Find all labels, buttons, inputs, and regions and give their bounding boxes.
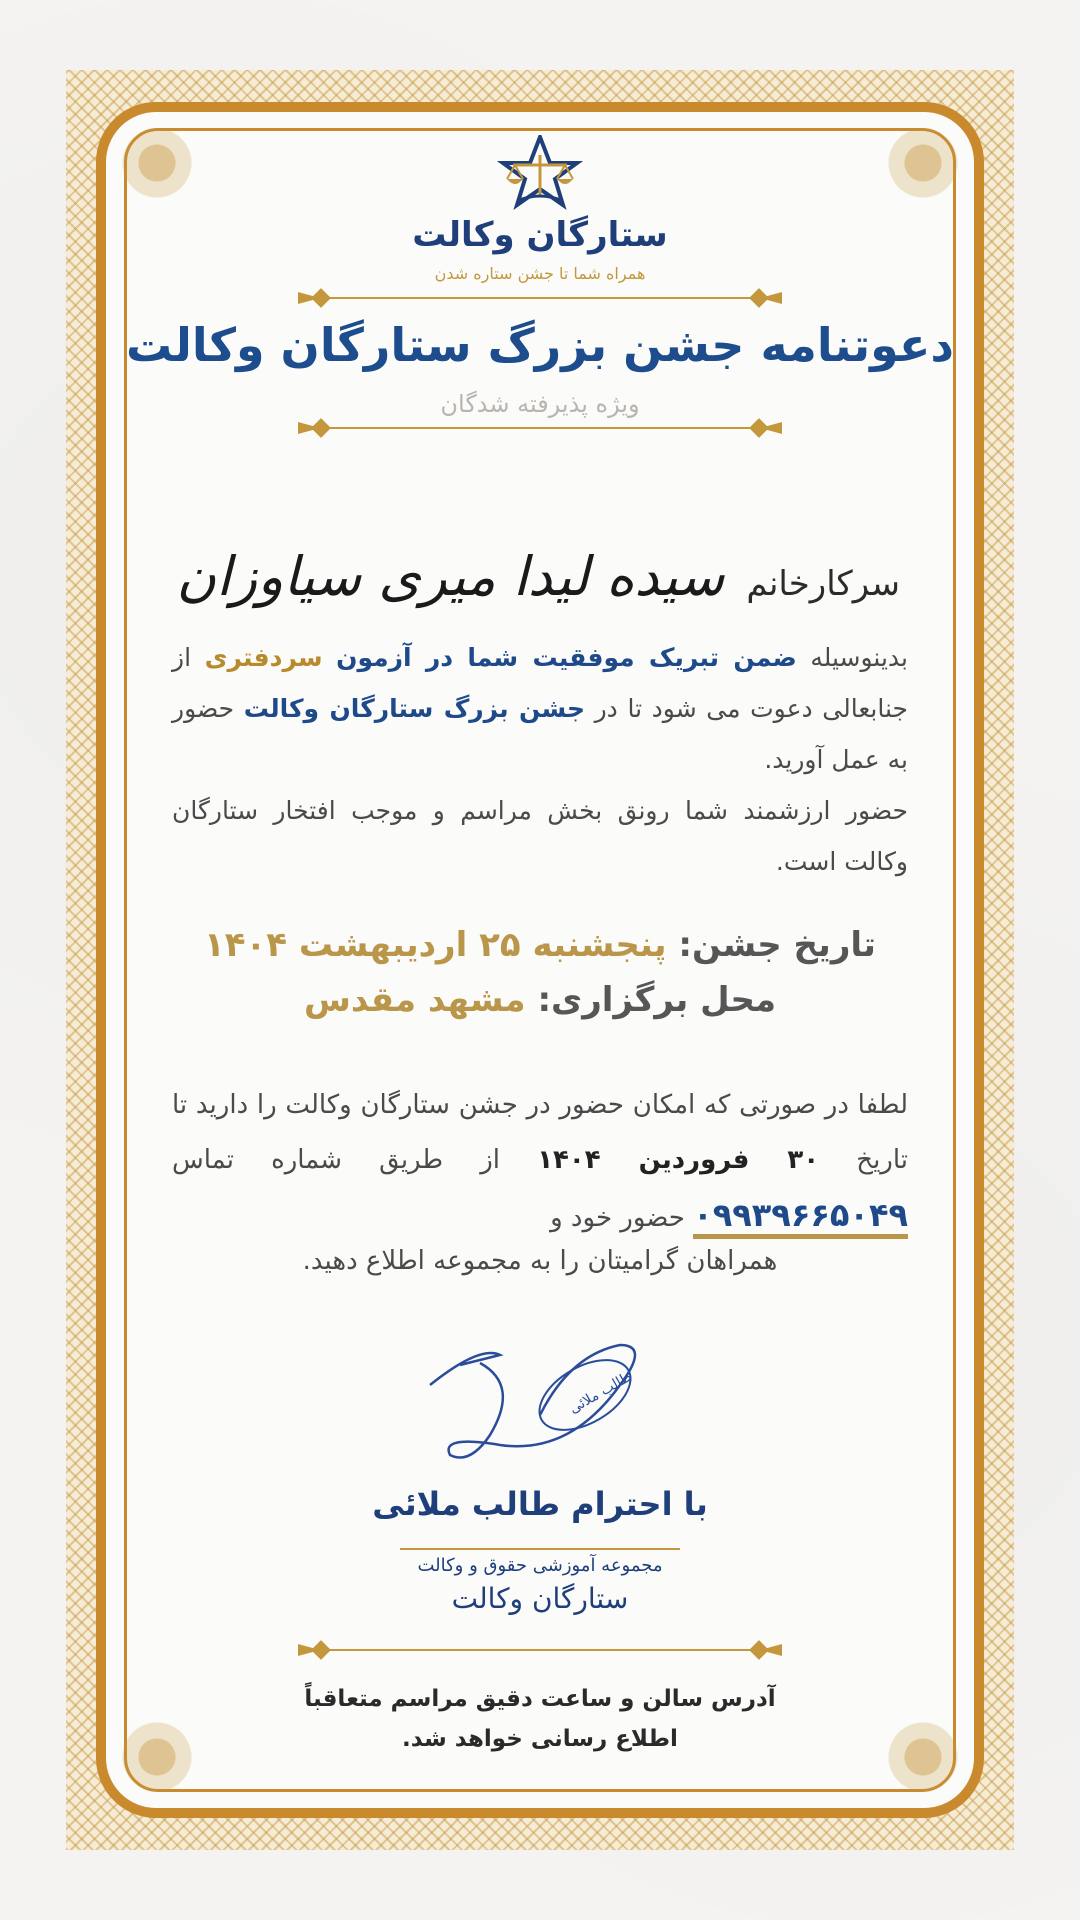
- rsvp-deadline: ۳۰ فروردین ۱۴۰۴: [537, 1145, 820, 1175]
- organization-description: مجموعه آموزشی حقوق و وکالت: [417, 1555, 663, 1576]
- rsvp-text: لطفا در صورتی که امکان حضور در جشن ستارگان وکالت را دارید تا تاریخ: [172, 1090, 909, 1175]
- ornamental-divider: [290, 418, 790, 438]
- signature-rule: [400, 1548, 680, 1550]
- rsvp-text: از طریق شماره تماس: [172, 1145, 501, 1175]
- footer-note-line1: آدرس سالن و ساعت دقیق مراسم متعاقباً: [304, 1686, 776, 1712]
- invitation-paragraph: [172, 632, 908, 785]
- date-value: پنجشنبه ۲۵ اردیبهشت ۱۴۰۴: [204, 925, 667, 965]
- congrats-text: ضمن تبریک موفقیت شما در آزمون: [336, 643, 797, 672]
- signature-stamp-text: طالب ملائی: [566, 1368, 635, 1418]
- footer-note-line2: اطلاع رسانی خواهد شد.: [402, 1726, 678, 1752]
- recipient-name: سیده لیدا میری سیاوزان: [176, 545, 725, 608]
- contact-phone[interactable]: ۰۹۹۳۹۶۶۵۰۴۹: [693, 1196, 908, 1239]
- invitation-subtitle: ویژه پذیرفته شدگان: [440, 390, 640, 418]
- exam-name: سردفتری: [204, 643, 323, 672]
- invitation-title: دعوتنامه جشن بزرگ ستارگان وکالت: [125, 318, 955, 372]
- star-scales-logo-icon: [495, 135, 585, 210]
- handwritten-signature: [420, 1325, 660, 1475]
- venue-value: مشهد مقدس: [303, 980, 526, 1020]
- body-text: از جنابعالی دعوت می شود تا در: [172, 643, 908, 723]
- date-label: تاریخ جشن:: [678, 925, 876, 965]
- event-name: جشن بزرگ ستارگان وکالت: [243, 694, 585, 723]
- rsvp-text: حضور خود و: [550, 1203, 685, 1233]
- event-venue: [0, 980, 1080, 1020]
- organization-name: ستارگان وکالت: [451, 1582, 629, 1615]
- body-text: حضور به عمل آورید.: [172, 694, 908, 774]
- brand-name: ستارگان وکالت: [412, 215, 668, 255]
- salutation: سرکارخانم: [746, 564, 900, 604]
- ornamental-divider: [290, 1640, 790, 1660]
- rsvp-closing: همراهان گرامیتان را به مجموعه اطلاع دهید.: [302, 1246, 778, 1276]
- body-text: بدینوسیله: [810, 643, 908, 672]
- rsvp-paragraph: [172, 1078, 908, 1246]
- honor-paragraph: حضور ارزشمند شما رونق بخش مراسم و موجب افتخار ستارگان وکالت است.: [172, 796, 908, 876]
- greeting: [176, 545, 900, 608]
- ornamental-divider: [290, 288, 790, 308]
- brand-tagline: همراه شما تا جشن ستاره شدن: [434, 264, 646, 283]
- closing-signoff: با احترام طالب ملائی: [372, 1485, 708, 1523]
- event-date: [0, 925, 1080, 965]
- venue-label: محل برگزاری:: [537, 980, 777, 1020]
